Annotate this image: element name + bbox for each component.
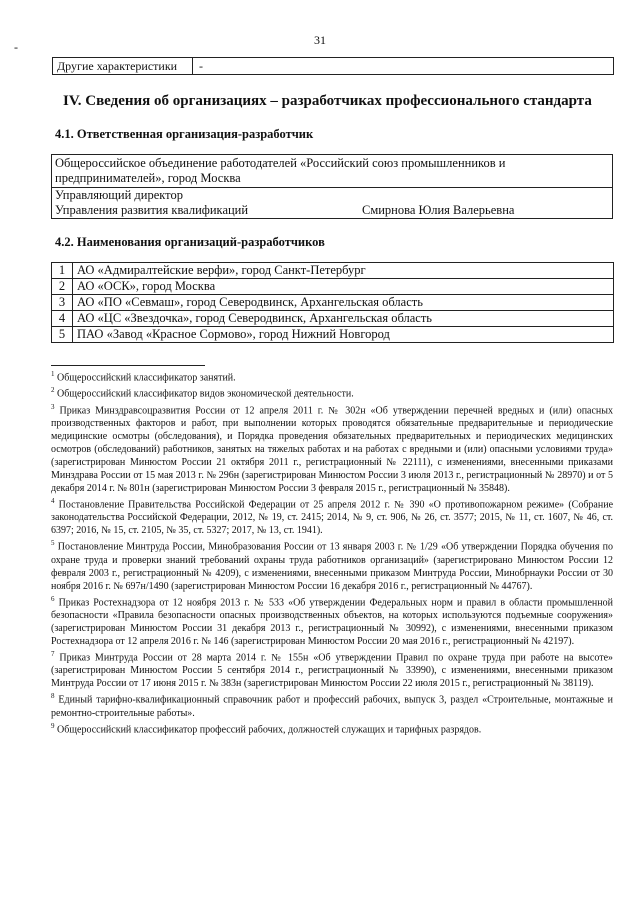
footnote bbox=[51, 368, 613, 384]
footnote-number: 5 bbox=[51, 539, 55, 548]
organization-name: ПАО «Завод «Красное Сормово», город Нижний Новгород bbox=[73, 327, 614, 343]
organization-name: АО «Адмиралтейские верфи», город Санкт-Петербург bbox=[73, 263, 614, 279]
footnote bbox=[51, 690, 613, 719]
footnote-text: Общероссийский классификатор видов экономической деятельности. bbox=[57, 388, 354, 400]
other-characteristics-label: Другие характеристики bbox=[53, 58, 193, 74]
footnote-separator bbox=[51, 365, 205, 366]
footnote-text: Постановление Минтруда России, Минобразования России от 13 января 2003 г. № 1/29 «Об утверждении Порядка обучения по охране труда и проверки знаний требований охраны труда работников организаций» (зарегистрировано Минюстом России 12 февраля 2003 г., регистрационный № 4209), с изменениями, внесенными приказом Минтруда России, Минобрнауки России от 30 ноября 2016 г. № 697н/1490 (зарегистрирован Минюстом России 16 декабря 2016 г., регистрационный № 44767). bbox=[51, 541, 613, 592]
row-number: 2 bbox=[52, 279, 73, 295]
responsible-organization-box bbox=[51, 154, 613, 219]
footnote-number: 7 bbox=[51, 649, 55, 658]
footnote-text: Приказ Ростехнадзора от 12 ноября 2013 г. № 533 «Об утверждении Федеральных норм и правил в области промышленной безопасности «Правила безопасности опасных производственных объектов, на которых используются подъемные сооружения» (зарегистрирован Минюстом России 31 декабря 2013 г., регистрационный № 30992), с изменениями, внесенными приказом Ростехнадзора от 12 апреля 2016 г. № 146 (зарегистрирован Минюстом России 20 мая 2016 г., регистрационный № 42197). bbox=[51, 596, 613, 647]
footnote-number: 3 bbox=[51, 402, 55, 411]
table-row bbox=[52, 311, 614, 327]
developer-organizations-table bbox=[51, 262, 614, 343]
footnote-text: Постановление Правительства Российской Федерации от 25 апреля 2012 г. № 390 «О противопожарном режиме» (Собрание законодательства Российской Федерации, 2012, № 19, ст. 2415; 2014, № 9, ст. 906, № 26, ст. 3577; 2015, № 11, ст. 1607, № 46, ст. 6397; 2016, № 15, ст. 2105, № 35, ст. 5327; 2017, № 13, ст. 1941). bbox=[51, 499, 614, 537]
table-row bbox=[52, 327, 614, 343]
footnote-number: 6 bbox=[51, 594, 55, 603]
responsible-org-line-1: Общероссийское объединение работодателей «Российский союз промышленников и bbox=[55, 156, 506, 170]
other-characteristics-value: - bbox=[199, 59, 203, 73]
footnote-number: 8 bbox=[51, 692, 55, 701]
responsible-position-line-1: Управляющий директор bbox=[55, 188, 183, 202]
responsible-person-name: Смирнова Юлия Валерьевна bbox=[362, 203, 515, 217]
footnote-text: Общероссийский классификатор профессий рабочих, должностей служащих и тарифных разрядов. bbox=[57, 723, 482, 735]
footnotes bbox=[51, 368, 613, 736]
row-number: 3 bbox=[52, 295, 73, 311]
footnote bbox=[51, 384, 613, 400]
table-row bbox=[52, 263, 614, 279]
table-row bbox=[52, 295, 614, 311]
organization-name: АО «ПО «Севмаш», город Северодвинск, Архангельская область bbox=[73, 295, 614, 311]
organization-name: АО «ЦС «Звездочка», город Северодвинск, Архангельская область bbox=[73, 311, 614, 327]
footnote bbox=[51, 593, 613, 648]
footnote bbox=[51, 648, 613, 690]
table-row bbox=[52, 279, 614, 295]
row-number: 1 bbox=[52, 263, 73, 279]
page-number: 31 bbox=[314, 33, 326, 47]
footnote-text: Единый тарифно-квалификационный справочник работ и профессий рабочих, выпуск 3, раздел «Строительные, монтажные и ремонтно-строительные работы». bbox=[51, 694, 614, 719]
footnote-number: 4 bbox=[51, 496, 55, 505]
other-characteristics-table bbox=[52, 57, 614, 75]
footnote-text: Общероссийский классификатор занятий. bbox=[57, 372, 236, 384]
row-number: 4 bbox=[52, 311, 73, 327]
margin-mark: - bbox=[14, 40, 18, 54]
footnote bbox=[51, 720, 613, 736]
footnote-number: 1 bbox=[51, 370, 55, 378]
responsible-org-line-2: предпринимателей», город Москва bbox=[55, 171, 241, 185]
footnote-text: Приказ Минтруда России от 28 марта 2014 г. № 155н «Об утверждении Правил по охране труда при работе на высоте» (зарегистрирован Минюстом России 5 сентября 2014 г., регистрационный № 33990), с изменениями, внесенными приказом Минтруда России от 17 июня 2015 г. № 383н (зарегистрирован Минюстом России 22 июля 2015 г., регистрационный № 38119). bbox=[51, 652, 614, 690]
footnote bbox=[51, 537, 613, 592]
footnote-number: 9 bbox=[51, 721, 55, 730]
responsible-position-line-2: Управления развития квалификаций bbox=[55, 203, 249, 217]
footnote-number: 2 bbox=[51, 386, 55, 395]
row-number: 5 bbox=[52, 327, 73, 343]
section-title: IV. Сведения об организациях – разработчиках профессионального стандарта bbox=[63, 93, 592, 109]
organization-name: АО «ОСК», город Москва bbox=[73, 279, 614, 295]
subsection-1-title: 4.1. Ответственная организация-разработчик bbox=[55, 127, 314, 141]
footnote bbox=[51, 401, 613, 495]
footnote bbox=[51, 495, 613, 537]
subsection-2-title: 4.2. Наименования организаций-разработчиков bbox=[55, 235, 325, 249]
footnote-text: Приказ Минздравсоцразвития России от 12 апреля 2011 г. № 302н «Об утверждении перечней вредных и (или) опасных производственных факторов и работ, при выполнении которых проводятся обязательные предварительные и периодические медицинские осмотры (обследования), и Порядка проведения обязательных предварительных и периодических медицинских осмотров (обследований) работников, занятых на тяжелых работах и на работах с вредными и (или) опасными условиями труда» (зарегистрирован Минюстом России 21 октября 2011 г., регистрационный № 22111), с изменениями, внесенными приказами Минздрава России от 15 мая 2013 г. № 296н (зарегистрирован Минюстом России 3 июля 2013 г., регистрационный № 28970) и от 5 декабря 2014 г. № 801н (зарегистрирован Минюстом России 3 февраля 2015 г., регистрационный № 35848). bbox=[51, 404, 613, 494]
